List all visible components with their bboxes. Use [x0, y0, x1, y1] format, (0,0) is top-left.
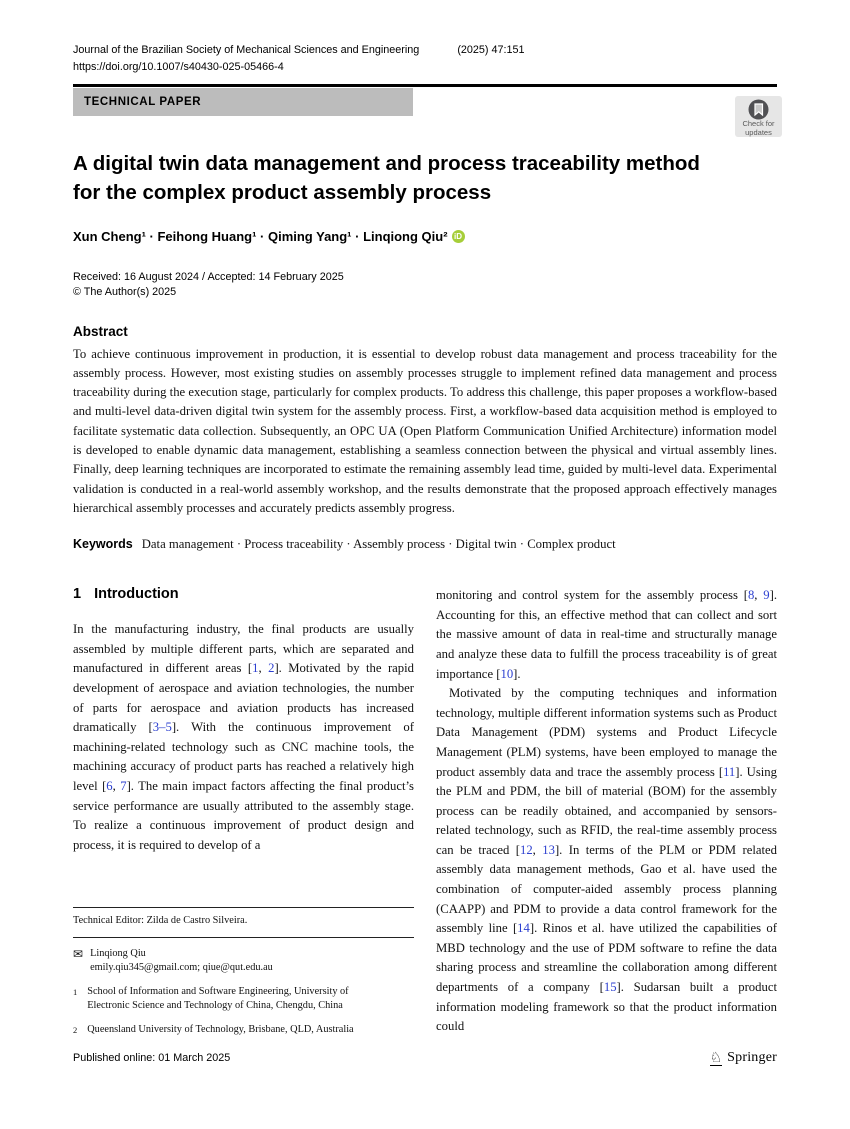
volume-citation: (2025) 47:151 [457, 44, 525, 56]
affiliation-2 [73, 1023, 414, 1037]
citation-link[interactable]: 13 [542, 842, 555, 857]
paper-type-label: TECHNICAL PAPER [84, 95, 202, 108]
section-number: 1 [73, 586, 82, 603]
author-names: Xun Cheng¹ · Feihong Huang¹ · Qiming Yang¹ · Linqiong Qiu² [73, 228, 448, 244]
paper-type-band [73, 88, 413, 116]
copyright-line: © The Author(s) 2025 [73, 285, 177, 298]
section-title: Introduction [94, 586, 179, 603]
citation-link[interactable]: 8 [747, 588, 755, 603]
section-heading-introduction [73, 586, 414, 602]
corresponding-author-name: Linqiong Qiu [90, 947, 146, 959]
two-column-body [73, 586, 777, 1037]
check-for-updates-icon [748, 99, 769, 120]
right-column [436, 586, 777, 1037]
citation-link[interactable]: 14 [517, 921, 530, 936]
citation-link[interactable]: 15 [603, 980, 617, 995]
footnote-divider-bottom [73, 937, 414, 938]
abstract-text: To achieve continuous improvement in production, it is essential to develop robust data management and process traceability for the assembly process. However, most existing studies on assembly processes struggle to implement refined data management and process traceability during the execution stage, particularly for complex products. To address this challenge, this paper proposes a workflow-based and multi-level data-driven digital twin system for the assembly process. First, a workflow-based data acquisition method is employed to facilitate systematic data collection. Subsequently, an OPC UA (Open Platform Communication Unified Architecture) information model is developed to enable dynamic data management, establishing a seamless connection between the physical and virtual assembly lines. Finally, deep learning techniques are incorporated to estimate the remaining assembly lead time, guided by multi-level data. Experimental validation is conducted in a real-world assembly workshop, and the results demonstrate that the proposed approach effectively manages hierarchical assembly processes and accurately predicts assembly progress. [73, 346, 777, 515]
affiliation-1 [73, 985, 414, 1013]
keywords-line [73, 537, 777, 552]
affiliation-2-text: Queensland University of Technology, Brisbane, QLD, Australia [87, 1023, 354, 1035]
check-for-updates-text-1: Check for [742, 119, 775, 128]
citation-link[interactable]: 12 [519, 842, 533, 857]
affiliation-2-marker: 2 [73, 1024, 78, 1035]
correspondence-emails[interactable]: emily.qiu345@gmail.com; qiue@qut.edu.au [90, 961, 273, 973]
citation-link[interactable]: 6 [106, 778, 113, 793]
intro-paragraph-right-1: monitoring and control system for the assembly process [8, 9]. Accounting for this, an effective method that can collect and sort the massive amount of data in real-time and structurally manage and analyze these data to fulfill the process traceability is of great importance [10]. [436, 588, 778, 681]
springer-logo [710, 1050, 777, 1066]
intro-paragraph-left: In the manufacturing industry, the final products are usually assembled by multiple different parts, which are separated and manufactured in different areas [1, 2]. Motivated by the rapid development of aerospace and aviation technologies, the number of parts for aerospace and aviation products has increased dramatically [3–5]. With the continuous improvement of machining-related technology such as CNC machine tools, the machining accuracy of product parts has reached a relatively high level [6, 7]. The main impact factors affecting the final product’s service performance are usually attributed to the assembly stage. To realize a continuous improvement of product design and process, it is required to develop of a [73, 622, 415, 852]
keywords-label: Keywords [73, 537, 133, 552]
technical-editor-note: Technical Editor: Zilda de Castro Silveira. [73, 914, 248, 926]
intro-paragraph-right-2: Motivated by the computing techniques and information technology, multiple different information systems such as Product Data Management (PDM) systems and Product Lifecycle Management (PLM) systems, have been employed to manage the product assembly data and trace the assembly process [11]. Using the PLM and PDM, the bill of material (BOM) for the assembly process can be readily obtained, and accompanied by sensors-related technology, such as RFID, the real-time assembly process can be traced [12, 13]. In terms of the PLM or PDM related assembly data management methods, Gao et al. have used the combination of computer-aided assembly process planning (CAAPP) and PDM to provide a data control framework for the assembly line [14]. Rinos et al. have utilized the capabilities of MBD technology and the use of PDM software to refine the data sharing process and streamline the collaboration among different departments of a company [15]. Sudarsan built a product information modeling framework so that the product information could [436, 686, 777, 1034]
envelope-icon: ✉ [73, 946, 84, 961]
citation-link[interactable]: 1 [252, 661, 259, 676]
check-for-updates-button[interactable] [735, 96, 782, 137]
authors-line [73, 229, 777, 245]
affiliation-1-marker: 1 [73, 986, 78, 997]
check-for-updates-text-2: updates [745, 127, 772, 137]
footnotes-block [73, 907, 414, 1037]
citation-link[interactable]: 2 [268, 661, 275, 676]
springer-wordmark: Springer [727, 1050, 777, 1065]
doi-link[interactable]: https://doi.org/10.1007/s40430-025-05466-4 [73, 61, 284, 73]
citation-link[interactable]: 10 [500, 666, 514, 681]
springer-knight-icon: ♘ [709, 1049, 723, 1065]
citation-link[interactable]: 7 [120, 778, 127, 793]
paper-title: A digital twin data management and process traceability method for the complex product assembly process [73, 151, 700, 204]
dates-block [73, 270, 777, 300]
left-column [73, 586, 414, 1037]
received-accepted: Received: 16 August 2024 / Accepted: 14 February 2025 [73, 270, 344, 283]
journal-name: Journal of the Brazilian Society of Mechanical Sciences and Engineering [73, 44, 420, 56]
keywords-text: Data management · Process traceability · Assembly process · Digital twin · Complex product [141, 537, 616, 552]
published-online: Published online: 01 March 2025 [73, 1052, 231, 1064]
citation-link[interactable]: 11 [723, 764, 736, 779]
citation-link[interactable]: 9 [763, 588, 770, 603]
correspondence-block [73, 947, 414, 975]
page-footer [73, 1050, 777, 1066]
header-rule [73, 84, 777, 87]
orcid-icon[interactable]: iD [452, 230, 465, 243]
citation-link[interactable]: 3–5 [152, 720, 172, 735]
header-line-1 [73, 42, 777, 59]
footnote-divider-top [73, 907, 414, 908]
header [73, 42, 777, 76]
affiliation-1-text: School of Information and Software Engineering, University of Electronic Science and Technology of China, Chengdu, China [87, 985, 349, 1011]
abstract-heading: Abstract [73, 323, 128, 339]
